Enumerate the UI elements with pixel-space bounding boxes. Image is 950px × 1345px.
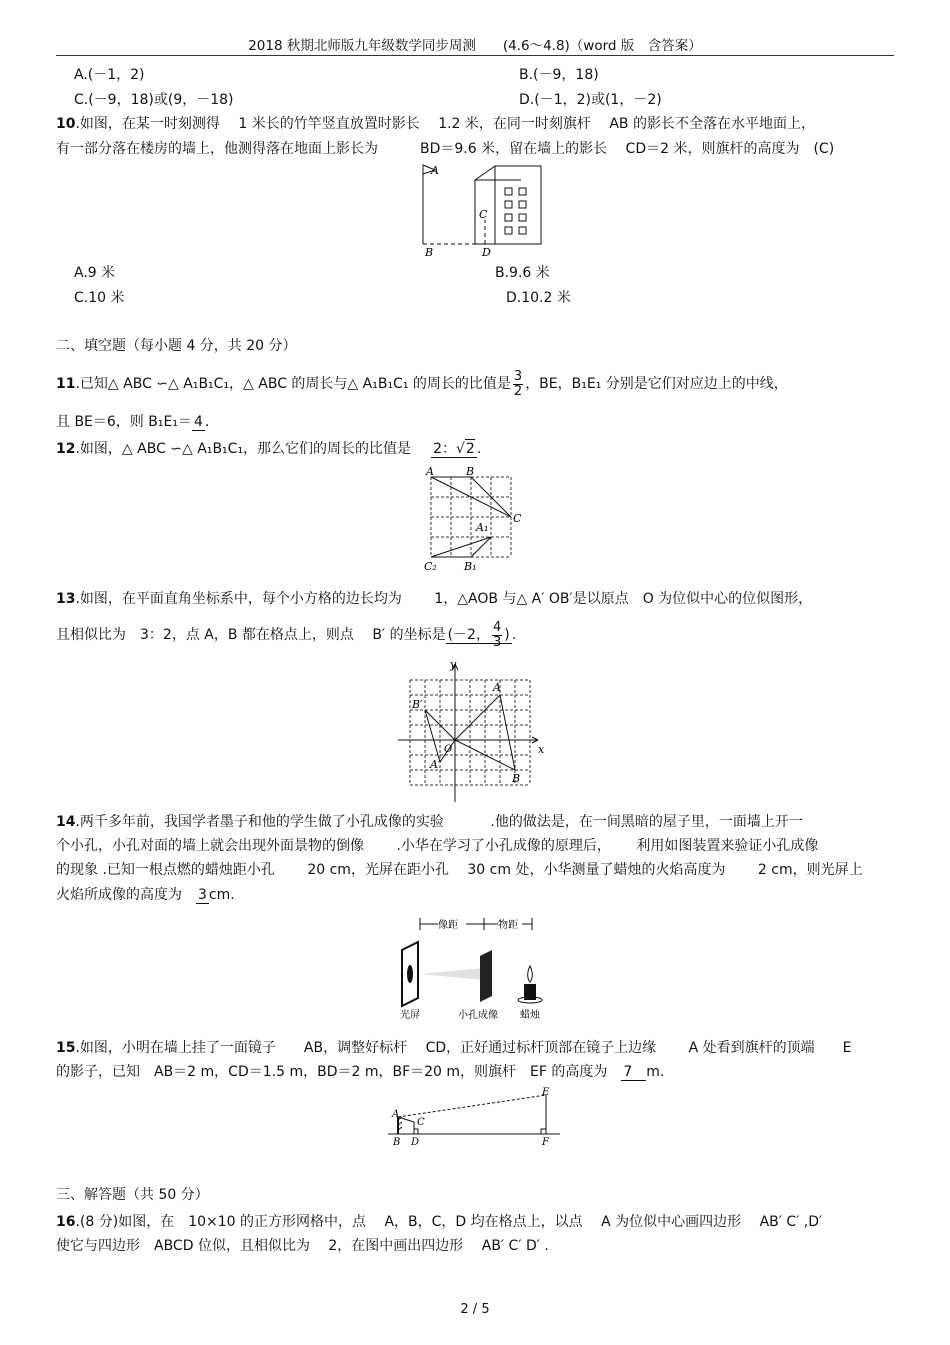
q9-option-d: D.(－1，2)或(1，－2) bbox=[519, 92, 662, 108]
right-angle-d bbox=[414, 1129, 418, 1134]
label-candle: 蜡烛 bbox=[520, 1010, 540, 1021]
q12-answer-a: 2： bbox=[433, 441, 456, 457]
q14-number: 14 bbox=[56, 814, 76, 830]
q13-frac-den: 3 bbox=[492, 634, 502, 650]
q15-figure bbox=[386, 1085, 566, 1151]
label-a: A bbox=[431, 164, 439, 177]
q13-figure bbox=[398, 656, 548, 804]
right-angle-f bbox=[541, 1129, 546, 1134]
q14-line3: 的现象 .已知一根点燃的蜡烛距小孔 20 cm，光屏在距小孔 30 cm 处，小华测量了蜡烛的火焰高度为 2 cm，则光屏上 bbox=[56, 862, 863, 878]
q14-answer: 3 bbox=[198, 887, 207, 903]
triangle-a1b1c2 bbox=[431, 537, 491, 557]
building-outline bbox=[475, 166, 541, 244]
q12-grid bbox=[431, 477, 511, 557]
label-object-distance: 物距 bbox=[498, 920, 518, 931]
flame-icon bbox=[528, 966, 533, 982]
q15-text-1: .如图，小明在墙上挂了一面镜子 AB，调整好标杆 CD，正好通过标杆顶部在镜子上边缘 A 处看到旗杆的顶端 E bbox=[75, 1040, 852, 1056]
label-d: D bbox=[482, 246, 491, 259]
label-o: O bbox=[444, 744, 453, 755]
section-solve-title: 三、解答题（共 50 分） bbox=[56, 1187, 209, 1203]
building-windows bbox=[505, 188, 526, 234]
q14-line4 bbox=[56, 886, 235, 904]
q16-number: 16 bbox=[56, 1214, 76, 1230]
q11-answer: 4 bbox=[193, 414, 203, 430]
q14-text-4a: 火焰所成像的高度为 bbox=[56, 887, 196, 903]
q15-text-2b: m. bbox=[646, 1064, 665, 1080]
label-b: B bbox=[425, 246, 434, 259]
section-fill-blank-title: 二、填空题（每小题 4 分，共 20 分） bbox=[56, 338, 297, 354]
label-x: x bbox=[538, 743, 545, 756]
q12-answer: 2：√2 bbox=[433, 441, 475, 457]
q13-number: 13 bbox=[56, 591, 76, 607]
q13-end: . bbox=[511, 627, 517, 643]
q13-frac-num: 4 bbox=[492, 619, 502, 635]
q11-line1 bbox=[56, 367, 788, 401]
q10-number: 10 bbox=[56, 116, 76, 132]
label-a: A bbox=[392, 1109, 400, 1120]
q13-answer-a: (－2， bbox=[447, 627, 490, 643]
q10-line2: 有一部分落在楼房的墙上，他测得落在地面上影长为 BD＝9.6 米，留在墙上的影长 CD＝2 米，则旗杆的高度为 (C) bbox=[56, 141, 835, 157]
q12-figure bbox=[418, 464, 528, 576]
label-b: B bbox=[512, 772, 521, 785]
q12-line bbox=[56, 439, 481, 458]
label-e: E bbox=[542, 1087, 550, 1098]
q16-line1 bbox=[56, 1213, 822, 1231]
label-c: C bbox=[417, 1117, 425, 1128]
page-number: 2 / 5 bbox=[460, 1302, 490, 1317]
label-b: B bbox=[466, 465, 475, 478]
label-c: C bbox=[479, 208, 488, 221]
q10-option-b: B.9.6 米 bbox=[495, 265, 550, 281]
label-c: C bbox=[513, 512, 522, 525]
sight-line-ac bbox=[398, 1117, 414, 1122]
label-image-distance: 像距 bbox=[438, 920, 458, 931]
header-rule bbox=[56, 55, 894, 56]
label-a1: A₁ bbox=[476, 521, 489, 534]
q14-text-1: .两千多年前，我国学者墨子和他的学生做了小孔成像的实验 .他的做法是，在一间黑暗的屋子里，一面墙上开一 bbox=[75, 814, 803, 830]
q14-line2: 个小孔，小孔对面的墙上就会出现外面景物的倒像 .小华在学习了小孔成像的原理后， 利用如图装置来验证小孔成像 bbox=[56, 838, 819, 854]
q11-frac-den: 2 bbox=[513, 383, 523, 399]
label-a-prime: A′ bbox=[430, 758, 441, 771]
label-y: y bbox=[450, 658, 457, 671]
q11-text-b: ，BE，B₁E₁ 分别是它们对应边上的中线， bbox=[525, 376, 788, 392]
label-b: B bbox=[393, 1137, 401, 1148]
q11-text-a: .已知△ ABC ∽△ A₁B₁C₁，△ ABC 的周长与△ A₁B₁C₁ 的周长的比值是 bbox=[75, 376, 511, 392]
q12-answer-sqrt: 2 bbox=[465, 441, 475, 457]
pinhole-box-icon bbox=[480, 950, 492, 1002]
q15-line2 bbox=[56, 1063, 664, 1081]
q11-frac-num: 3 bbox=[513, 368, 523, 384]
q13-text-2: 且相似比为 3：2，点 A，B 都在格点上，则点 B′ 的坐标是 bbox=[56, 627, 446, 643]
q15-number: 15 bbox=[56, 1040, 76, 1056]
q9-option-b: B.(－9，18) bbox=[519, 67, 599, 83]
label-screen: 光屏 bbox=[400, 1010, 420, 1021]
q12-number: 12 bbox=[56, 441, 76, 457]
label-b1: B₁ bbox=[464, 560, 477, 573]
q12-end: . bbox=[476, 441, 482, 457]
label-c2: C₂ bbox=[424, 560, 437, 573]
q16-text-1: .(8 分)如图，在 10×10 的正方形网格中，点 A，B，C，D 均在格点上，以点 A 为位似中心画四边形 AB′ C′ ,D′ bbox=[75, 1214, 823, 1230]
q11-text-c: 且 BE＝6，则 B₁E₁＝ bbox=[56, 414, 192, 430]
q11-fraction bbox=[513, 370, 523, 399]
q15-line1 bbox=[56, 1039, 851, 1057]
q13-fraction bbox=[492, 621, 502, 650]
q9-option-a: A.(－1，2) bbox=[74, 67, 145, 83]
q14-line1 bbox=[56, 813, 803, 831]
label-pinhole: 小孔成像 bbox=[458, 1010, 498, 1021]
q13-answer-b: ) bbox=[504, 627, 510, 643]
sight-line-ae bbox=[398, 1095, 546, 1117]
label-f: F bbox=[542, 1137, 549, 1148]
q13-text-1: .如图，在平面直角坐标系中，每个小方格的边长均为 1，△AOB 与△ A′ OB′是以原点 O 为位似中心的位似图形， bbox=[75, 591, 813, 607]
q10-text-1: .如图，在某一时刻测得 1 米长的竹竿竖直放置时影长 1.2 米，在同一时刻旗杆 AB 的影长不全落在水平地面上， bbox=[75, 116, 815, 132]
light-beam bbox=[420, 968, 484, 980]
q10-line1 bbox=[56, 115, 815, 133]
q13-grid bbox=[410, 680, 530, 785]
label-b-prime: B′ bbox=[412, 698, 423, 711]
q11-text-d: . bbox=[204, 414, 210, 430]
q9-option-c: C.(－9，18)或(9，－18) bbox=[74, 92, 234, 108]
q16-line2: 使它与四边形 ABCD 位似，且相似比为 2，在图中画出四边形 AB′ C′ D′ . bbox=[56, 1238, 549, 1254]
label-d: D bbox=[411, 1137, 420, 1148]
label-a: A bbox=[426, 465, 434, 478]
page-header: 2018 秋期北师版九年级数学同步周测 (4.6～4.8)（word 版 含答案） bbox=[248, 38, 702, 54]
label-a: A bbox=[493, 681, 501, 694]
screen-image-icon bbox=[407, 965, 413, 983]
q13-answer bbox=[446, 619, 512, 650]
q15-answer: 7 bbox=[621, 1064, 646, 1081]
q10-option-d: D.10.2 米 bbox=[506, 290, 571, 306]
q10-figure bbox=[405, 160, 550, 260]
q11-number: 11 bbox=[56, 376, 76, 392]
q10-option-a: A.9 米 bbox=[74, 265, 116, 281]
q11-line2 bbox=[56, 413, 209, 431]
q10-option-c: C.10 米 bbox=[74, 290, 125, 306]
q12-text: .如图，△ ABC ∽△ A₁B₁C₁，那么它们的周长的比值是 bbox=[75, 441, 412, 457]
q13-line1 bbox=[56, 590, 812, 608]
q14-figure bbox=[392, 914, 552, 1024]
q15-text-2a: 的影子，已知 AB＝2 m，CD＝1.5 m，BD＝2 m，BF＝20 m，则旗杆 EF 的高度为 bbox=[56, 1064, 622, 1080]
q13-line2 bbox=[56, 618, 516, 652]
q14-text-4b: cm. bbox=[208, 887, 235, 903]
